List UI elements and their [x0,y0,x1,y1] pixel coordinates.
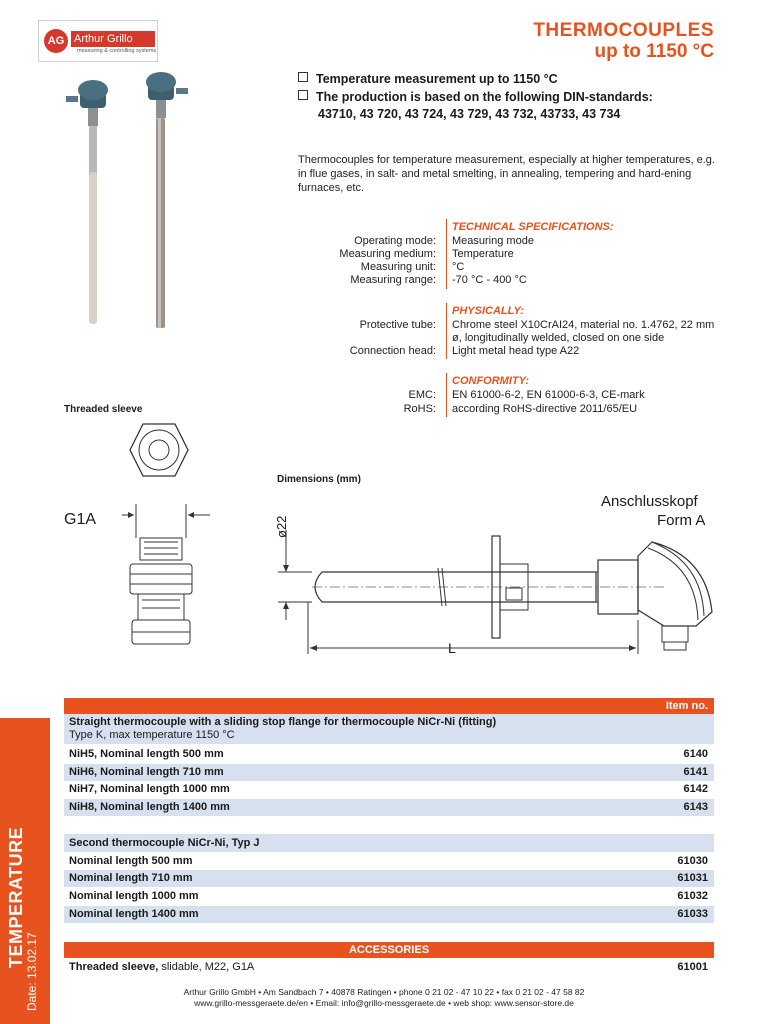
table-row [64,799,714,816]
row-name: Nominal length 1400 mm [69,908,199,920]
table-row [64,853,714,870]
spec-label: Measuring medium: [339,248,436,260]
date-label: Date: 13.02.17 [25,932,39,1011]
group-header [64,834,714,852]
row-name: Nominal length 710 mm [69,872,193,884]
footer-web: www.grillo-messgeraete.de/en • Email: info@grillo-messgeraete.de • web shop: www.sensor-store.de [194,998,574,1008]
group-header [64,714,714,744]
company-logo [38,20,158,62]
category-label: TEMPERATURE [6,826,26,968]
table-row [64,781,714,798]
bullet-item: Temperature measurement up to 1150 °C [298,72,558,86]
length-label: L [448,640,456,656]
table-row [64,870,714,887]
table-header [64,698,714,714]
spec-value: Measuring mode [452,235,534,247]
category-side-tab [0,718,50,1024]
threaded-sleeve-label: Threaded sleeve [64,404,143,415]
row-item-no: 61031 [677,872,708,884]
logo-name: Arthur Grillo [71,31,155,47]
page-subtitle: up to 1150 °C [594,41,714,62]
row-item-no: 6142 [683,783,708,795]
table-row [64,959,714,976]
diameter-label: ø22 [274,515,289,538]
g1a-label: G1A [64,511,97,528]
group1-title: Straight thermocouple with a sliding stop flange for thermocouple NiCr-Ni (fitting) [69,716,497,728]
spec-heading-conformity: CONFORMITY: [452,375,529,387]
spec-value: Chrome steel X10CrAI24, material no. 1.4762, 22 mm ø, longitudinally welded, closed on one side [452,319,715,344]
bullet-item: The production is based on the following DIN-standards: [298,90,653,104]
group1-subtitle: Type K, max temperature 1150 °C [69,729,235,741]
spec-value: °C [452,261,465,273]
thermocouple-dimension-drawing [266,520,732,660]
product-table [64,698,714,978]
row-item-no: 6141 [683,766,708,778]
item-no-header: Item no. [665,700,708,712]
footer-address: Arthur Grillo GmbH • Am Sandbach 7 • 40878 Ratingen • phone 0 21 02 - 47 10 22 • fax 0 21 02 - 47 58 82 [183,987,585,997]
row-name: Threaded sleeve, slidable, M22, G1A [69,961,255,973]
spec-heading-physically: PHYSICALLY: [452,305,524,317]
divider [446,373,447,417]
table-row [64,764,714,781]
din-standards: 43710, 43 720, 43 724, 43 729, 43 732, 43733, 43 734 [318,107,621,121]
group2-title: Second thermocouple NiCr-Ni, Typ J [69,837,260,849]
divider [446,303,447,359]
row-name: Nominal length 1000 mm [69,890,199,902]
row-item-no: 6143 [683,801,708,813]
spec-value: Light metal head type A22 [452,345,580,357]
row-name: Nominal length 500 mm [69,855,193,867]
row-item-no: 61030 [677,855,708,867]
divider [446,219,447,289]
spec-label: Operating mode: [354,235,436,247]
head-label-line2: Form A [657,512,706,529]
row-name: NiH8, Nominal length 1400 mm [69,801,230,813]
product-photo [58,72,198,340]
spec-label: Measuring unit: [360,261,436,273]
page-title: THERMOCOUPLES [533,20,714,41]
dimensions-label: Dimensions (mm) [277,474,361,485]
logo-tagline: measuring & controlling systems [77,48,157,54]
table-row [64,906,714,923]
row-name: NiH7, Nominal length 1000 mm [69,783,230,795]
spec-label: Measuring range: [350,274,436,286]
spec-heading-technical: TECHNICAL SPECIFICATIONS: [452,221,614,233]
spec-value: EN 61000-6-2, EN 61000-6-3, CE-mark [452,389,645,401]
accessories-header: ACCESSORIES [64,942,714,958]
spec-value: Temperature [452,248,514,260]
hex-nut-drawing [128,422,190,478]
spec-label: Protective tube: [359,319,436,331]
row-item-no: 61001 [677,961,708,973]
spec-value: according RoHS-directive 2011/65/EU [452,403,638,415]
row-item-no: 6140 [683,748,708,760]
spec-value: -70 °C - 400 °C [452,274,527,286]
table-row [64,746,714,763]
spec-label: RoHS: [403,403,436,415]
row-name: NiH6, Nominal length 710 mm [69,766,224,778]
spec-label: EMC: [408,389,436,401]
row-name: NiH5, Nominal length 500 mm [69,748,224,760]
row-item-no: 61032 [677,890,708,902]
intro-text: Thermocouples for temperature measurement, especially at higher temperatures, e.g. in flue gases, in salt- and metal smelting, in annealing, tempering and hard-ening furnaces, etc. [298,154,715,194]
head-label-line1: Anschlusskopf [601,493,698,510]
table-row [64,888,714,905]
logo-mark: AG [44,29,68,53]
sleeve-drawing [100,498,220,658]
row-item-no: 61033 [677,908,708,920]
spec-label: Connection head: [349,345,436,357]
